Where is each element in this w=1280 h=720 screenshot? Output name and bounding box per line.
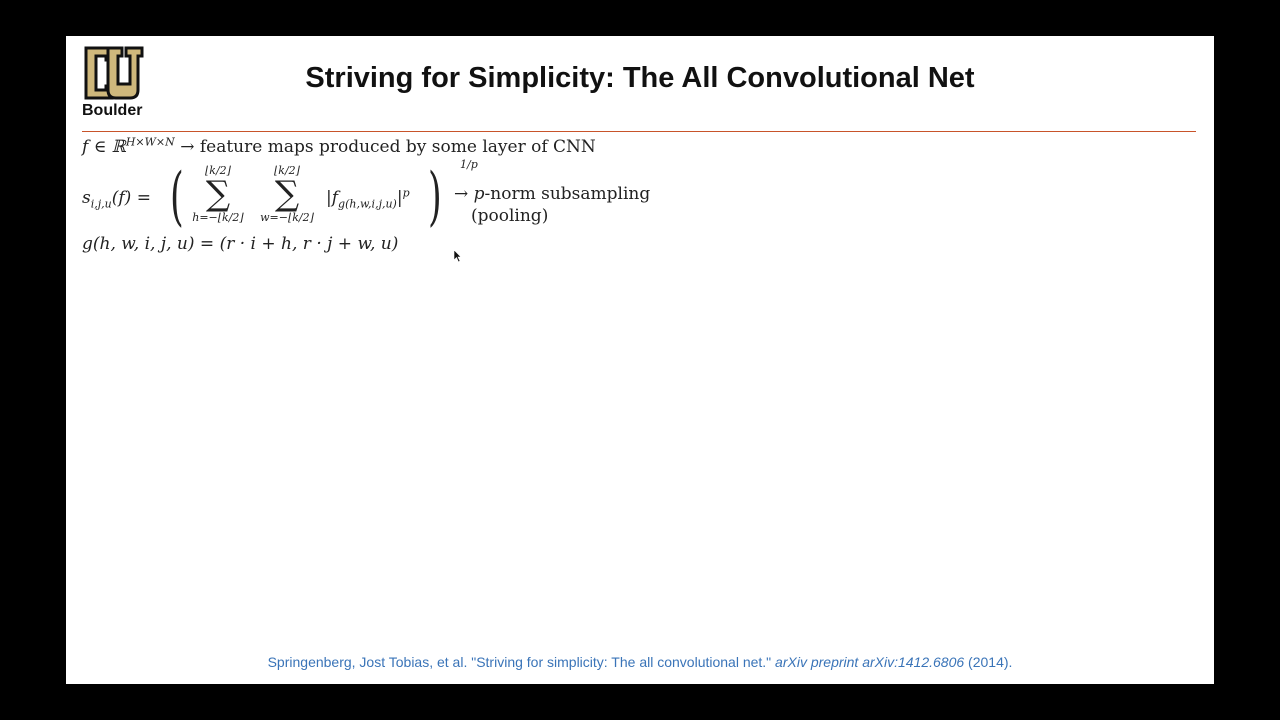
abs-term-sub: g(h,w,i,j,u)	[338, 197, 397, 211]
logo-caption: Boulder	[82, 102, 143, 119]
pooling-label: (pooling)	[471, 206, 549, 226]
eq1-superscript: H×W×N	[125, 135, 175, 149]
slide	[66, 36, 1214, 684]
citation	[66, 654, 1214, 670]
eq2-lhs	[82, 188, 151, 211]
citation-authors: Springenberg, Jost Tobias, et al. "Striving for simplicity: The all convolutional net."	[267, 654, 776, 670]
sigma-icon: ∑	[205, 174, 231, 214]
eq2-lhs-rest: (f) =	[111, 188, 151, 208]
outer-exponent: 1/p	[460, 158, 478, 171]
title-rule	[82, 131, 1196, 132]
sum-h-upper: ⌊k/2⌋	[205, 164, 231, 177]
right-paren: )	[428, 160, 442, 234]
slide-title: Striving for Simplicity: The All Convolutional Net	[305, 62, 975, 94]
sigma-icon: ∑	[274, 174, 300, 214]
eq2-s-sub: i,j,u	[90, 197, 112, 211]
mouse-cursor-icon	[454, 250, 462, 262]
sum-w-upper: ⌊k/2⌋	[274, 164, 300, 177]
pooling-arrow: →	[454, 184, 474, 204]
citation-venue: arXiv preprint arXiv:1412.6806	[775, 654, 965, 670]
equation-index-map: g(h, w, i, j, u) = (r · i + h, r · j + w, u)	[82, 234, 399, 254]
abs-term-f: |f	[326, 188, 339, 208]
citation-year: (2014).	[964, 654, 1013, 670]
sum-w	[252, 164, 322, 224]
eq1-lhs: f ∈ ℝ	[82, 137, 126, 157]
sum-w-lower: w=−⌊k/2⌋	[260, 211, 314, 224]
pooling-text: -norm subsampling	[484, 184, 651, 204]
abs-term	[326, 186, 410, 211]
sum-h-lower: h=−⌊k/2⌋	[192, 211, 244, 224]
sum-h	[178, 164, 258, 224]
pooling-description	[454, 184, 650, 204]
abs-term-bar: |	[396, 188, 403, 208]
pooling-p: p	[473, 184, 485, 204]
eq2-s: s	[82, 188, 91, 208]
left-paren: (	[170, 160, 184, 234]
equation-pooling	[82, 158, 651, 234]
abs-term-power: p	[402, 186, 410, 200]
eq1-text: → feature maps produced by some layer of CNN	[180, 137, 596, 157]
equation-feature-maps	[82, 137, 596, 157]
